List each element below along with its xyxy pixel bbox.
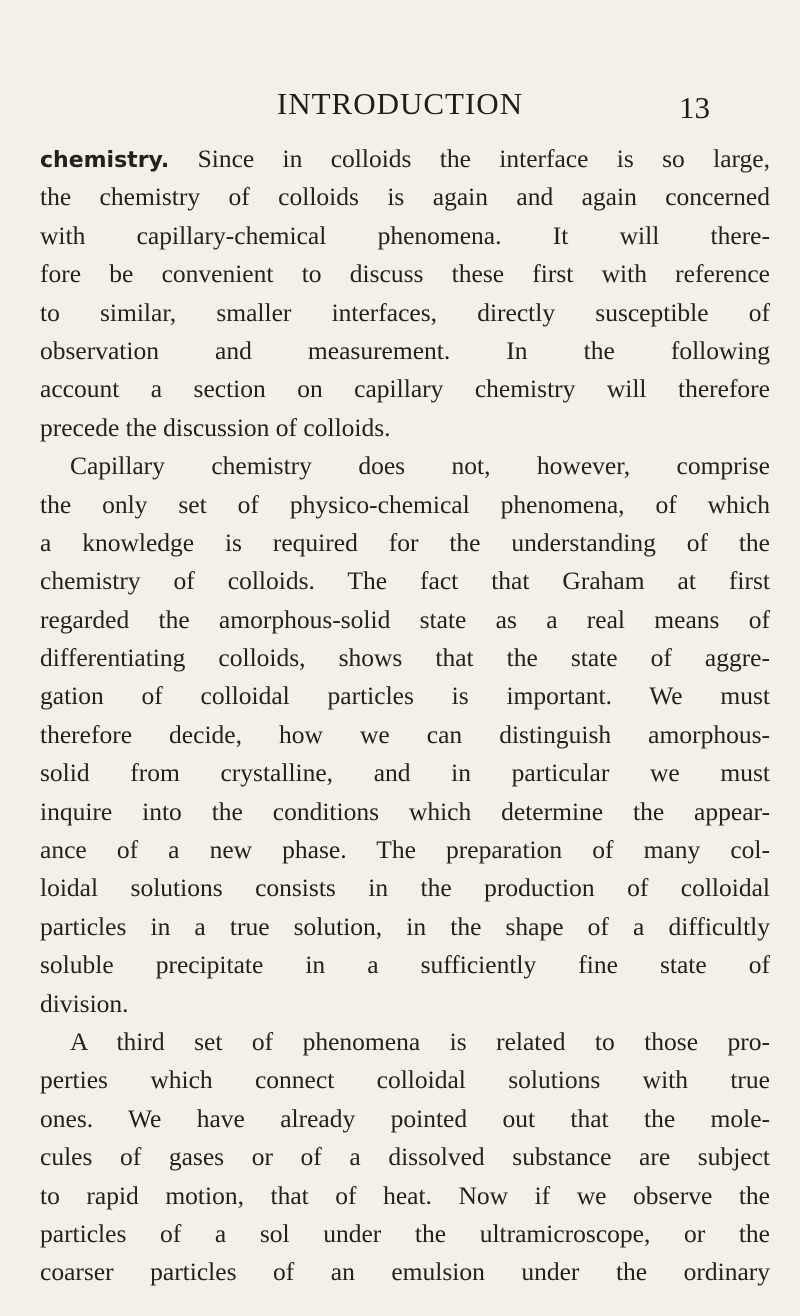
text-line: soluble precipitate in a sufficiently fine state of bbox=[40, 950, 770, 980]
text-line: cules of gases or of a dissolved substance are subject bbox=[40, 1142, 770, 1172]
text-line: to rapid motion, that of heat. Now if we observe the bbox=[40, 1180, 770, 1210]
text-line: fore be convenient to discuss these first with reference bbox=[40, 259, 770, 289]
text-line: coarser particles of an emulsion under the ordinary bbox=[40, 1257, 770, 1287]
text-line: precede the discussion of colloids. bbox=[40, 412, 391, 442]
text-line: perties which connect colloidal solutions with true bbox=[40, 1065, 770, 1095]
text-line: gation of colloidal particles is important. We must bbox=[40, 681, 770, 711]
text-line: particles of a sol under the ultramicroscope, or the bbox=[40, 1218, 770, 1248]
text-line: ance of a new phase. The preparation of many col- bbox=[40, 835, 770, 865]
text-line: differentiating colloids, shows that the state of aggre- bbox=[40, 643, 770, 673]
text-line: inquire into the conditions which determine the appear- bbox=[40, 796, 770, 826]
page-number: 13 bbox=[679, 90, 710, 125]
text-line: Capillary chemistry does not, however, comprise bbox=[70, 451, 770, 481]
page-header bbox=[0, 86, 800, 126]
text-line: with capillary-chemical phenomena. It will there- bbox=[40, 220, 770, 250]
body-text bbox=[40, 140, 770, 1292]
text-line: account a section on capillary chemistry will therefore bbox=[40, 374, 770, 404]
text-line: regarded the amorphous-solid state as a real means of bbox=[40, 604, 770, 634]
text-line: loidal solutions consists in the production of colloidal bbox=[40, 873, 770, 903]
text-line: a knowledge is required for the understanding of the bbox=[40, 527, 770, 557]
text-line: therefore decide, how we can distinguish amorphous- bbox=[40, 719, 770, 749]
text-line: the chemistry of colloids is again and again concerned bbox=[40, 182, 770, 212]
text-line: the only set of physico-chemical phenomena, of which bbox=[40, 489, 770, 519]
text-line: chemistry of colloids. The fact that Graham at first bbox=[40, 566, 770, 596]
text-line: solid from crystalline, and in particular we must bbox=[40, 758, 770, 788]
text-line: A third set of phenomena is related to those pro- bbox=[70, 1026, 770, 1056]
text-line: particles in a true solution, in the shape of a difficultly bbox=[40, 911, 770, 941]
text-line: chemistry. Since in colloids the interface is so large, bbox=[40, 144, 770, 173]
text-line: division. bbox=[40, 988, 129, 1018]
lead-word: chemistry. bbox=[40, 148, 170, 173]
text-line: ones. We have already pointed out that the mole- bbox=[40, 1103, 770, 1133]
running-head: INTRODUCTION bbox=[276, 86, 524, 121]
text-line: observation and measurement. In the following bbox=[40, 335, 770, 365]
text-line: to similar, smaller interfaces, directly susceptible of bbox=[40, 297, 770, 327]
